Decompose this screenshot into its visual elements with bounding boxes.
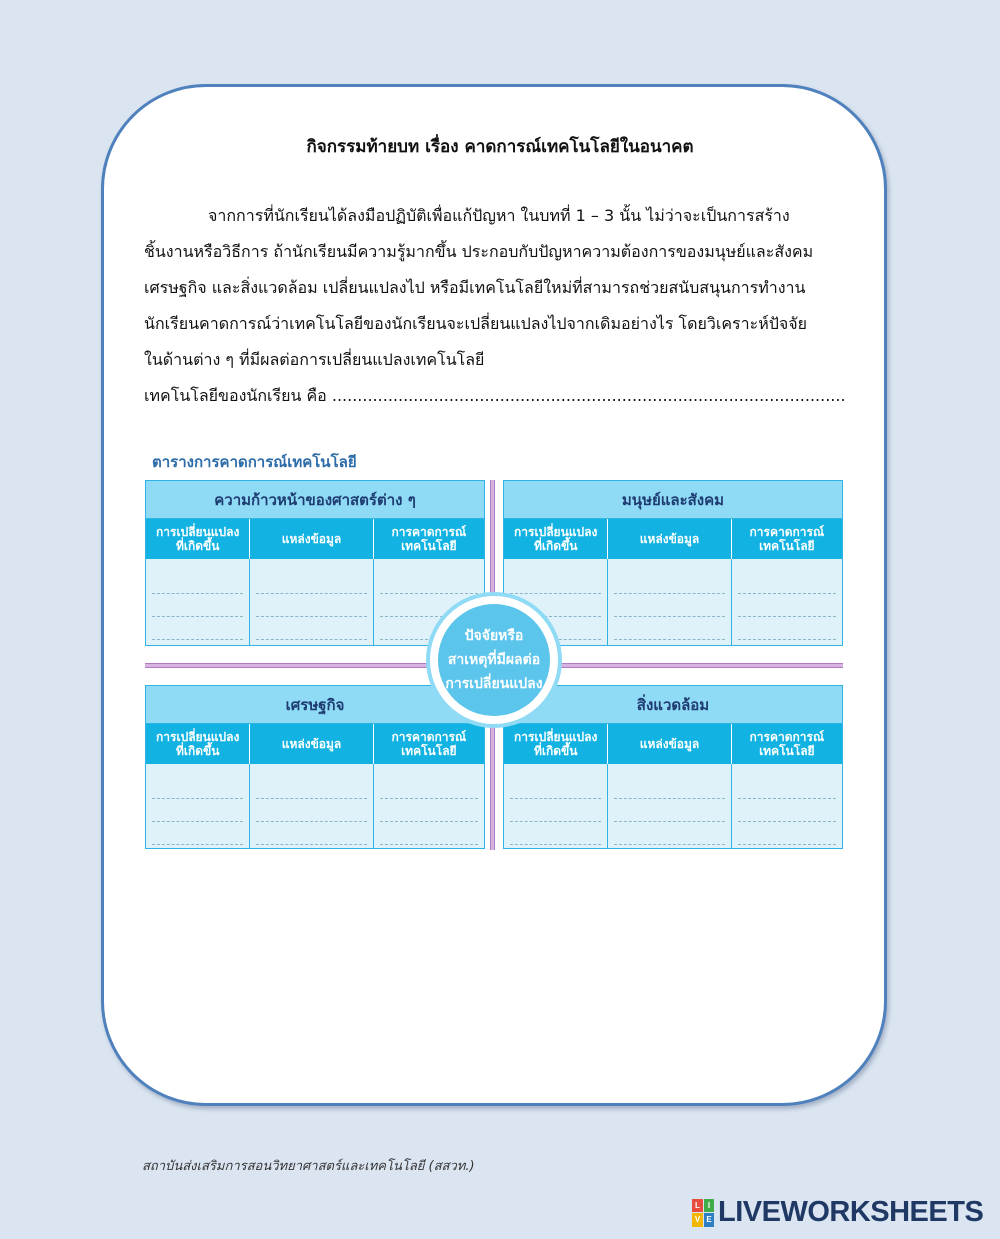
col-forecast: การคาดการณ์ เทคโนโลยี [749, 525, 825, 553]
answer-line[interactable] [380, 799, 478, 822]
col-forecast: การคาดการณ์ เทคโนโลยี [391, 525, 467, 553]
answer-line[interactable] [380, 776, 478, 799]
panel-environment [503, 685, 843, 849]
technology-answer-line: เทคโนโลยีของนักเรียน คือ ..................................................................................................... [144, 386, 846, 405]
answer-line[interactable] [738, 776, 836, 799]
answer-line[interactable] [738, 594, 836, 617]
answer-line[interactable] [614, 776, 724, 799]
panel-human-society [503, 480, 843, 646]
answer-line[interactable] [380, 571, 478, 594]
answer-line[interactable] [738, 571, 836, 594]
answer-line[interactable] [256, 799, 366, 822]
answer-line[interactable] [256, 594, 366, 617]
answer-line[interactable] [738, 822, 836, 845]
table-title: ตารางการคาดการณ์เทคโนโลยี [152, 453, 357, 471]
column-headers [146, 724, 484, 764]
answer-line[interactable] [614, 594, 724, 617]
logo-text: LIVEWORKSHEETS [718, 1196, 984, 1228]
panel-economy [145, 685, 485, 849]
panel-heading: มนุษย์และสังคม [504, 481, 842, 519]
answer-line[interactable] [256, 776, 366, 799]
col-change: การเปลี่ยนแปลง ที่เกิดขึ้น [146, 519, 250, 559]
answer-line[interactable] [614, 822, 724, 845]
answer-line[interactable] [152, 799, 243, 822]
panel-science [145, 480, 485, 646]
answer-line[interactable] [256, 617, 366, 640]
answer-line[interactable] [152, 822, 243, 845]
column-headers [504, 724, 842, 764]
answer-line[interactable] [256, 571, 366, 594]
col-forecast: การคาดการณ์ เทคโนโลยี [749, 730, 825, 758]
activity-title: กิจกรรมท้ายบท เรื่อง คาดการณ์เทคโนโลยีในอนาคต [306, 137, 694, 157]
answer-line[interactable] [152, 617, 243, 640]
col-change: การเปลี่ยนแปลง ที่เกิดขึ้น [146, 724, 250, 764]
col-forecast: การคาดการณ์ เทคโนโลยี [391, 730, 467, 758]
col-change: การเปลี่ยนแปลง ที่เกิดขึ้น [504, 724, 608, 764]
col-change: การเปลี่ยนแปลง ที่เกิดขึ้น [504, 519, 608, 559]
paragraph-line-1: จากการที่นักเรียนได้ลงมือปฏิบัติเพื่อแก้ปัญหา ในบทที่ 1 – 3 นั้น ไม่ว่าจะเป็นการสร้าง [208, 206, 790, 225]
paragraph-line-4: นักเรียนคาดการณ์ว่าเทคโนโลยีของนักเรียนจะเปลี่ยนแปลงไปจากเดิมอย่างไร โดยวิเคราะห์ปัจจัย [144, 314, 808, 333]
center-factor-label: ปัจจัยหรือ สาเหตุที่มีผลต่อ การเปลี่ยนแปลง [438, 604, 550, 716]
answer-line[interactable] [380, 822, 478, 845]
answer-line[interactable] [152, 571, 243, 594]
answer-area [504, 764, 842, 848]
answer-line[interactable] [152, 594, 243, 617]
panel-heading: เศรษฐกิจ [146, 686, 484, 724]
answer-line[interactable] [614, 799, 724, 822]
answer-line[interactable] [614, 571, 724, 594]
panel-heading: สิ่งแวดล้อม [504, 686, 842, 724]
live-icon: L I V E [692, 1199, 714, 1227]
answer-line[interactable] [738, 617, 836, 640]
answer-line[interactable] [614, 617, 724, 640]
paragraph-line-2: ชิ้นงานหรือวิธีการ ถ้านักเรียนมีความรู้มากขึ้น ประกอบกับปัญหาความต้องการของมนุษย์และสังคม [144, 242, 814, 261]
center-factor-circle [426, 592, 562, 728]
col-source: แหล่งข้อมูล [608, 724, 731, 764]
footer-credit: สถาบันส่งเสริมการสอนวิทยาศาสตร์และเทคโนโลยี (สสวท.) [142, 1159, 475, 1174]
column-headers [504, 519, 842, 559]
column-headers [146, 519, 484, 559]
answer-line[interactable] [256, 822, 366, 845]
col-source: แหล่งข้อมูล [250, 724, 373, 764]
panel-heading: ความก้าวหน้าของศาสตร์ต่าง ๆ [146, 481, 484, 519]
paragraph-line-5: ในด้านต่าง ๆ ที่มีผลต่อการเปลี่ยนแปลงเทคโนโลยี [144, 350, 485, 369]
answer-line[interactable] [510, 571, 601, 594]
answer-line[interactable] [510, 822, 601, 845]
answer-area [146, 764, 484, 848]
liveworksheets-logo [692, 1196, 983, 1229]
answer-line[interactable] [152, 776, 243, 799]
answer-line[interactable] [510, 776, 601, 799]
answer-line[interactable] [738, 799, 836, 822]
answer-line[interactable] [510, 799, 601, 822]
paragraph-line-3: เศรษฐกิจ และสิ่งแวดล้อม เปลี่ยนแปลงไป หรือมีเทคโนโลยีใหม่ที่สามารถช่วยสนับสนุนการทำงาน [144, 278, 806, 297]
col-source: แหล่งข้อมูล [250, 519, 373, 559]
col-source: แหล่งข้อมูล [608, 519, 731, 559]
